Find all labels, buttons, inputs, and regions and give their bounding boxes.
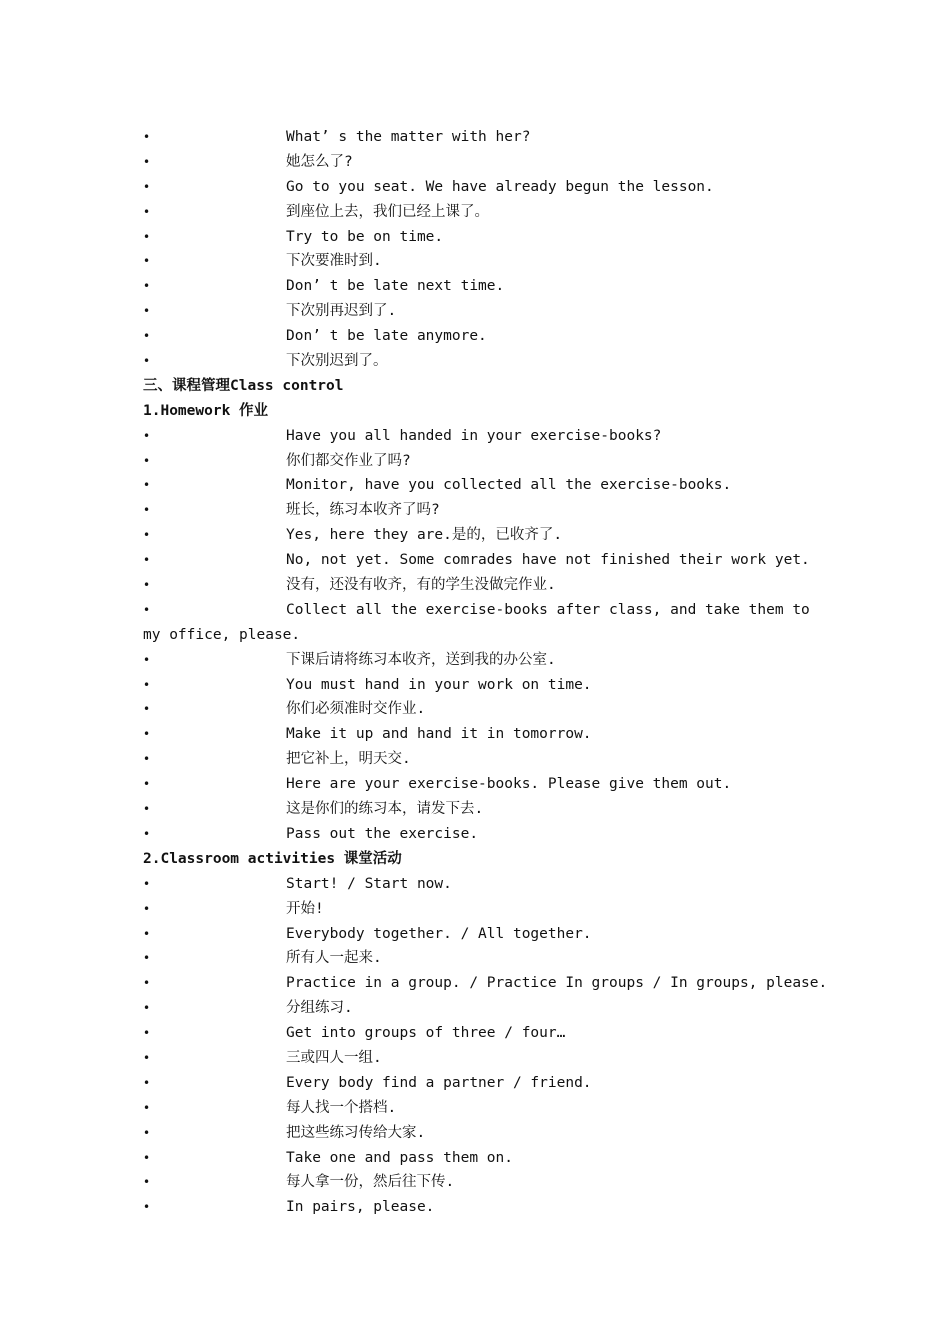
list-item bbox=[143, 225, 813, 250]
bullet-icon: • bbox=[143, 951, 151, 966]
list-item-text: Monitor, have you collected all the exercise-books. bbox=[286, 477, 732, 494]
list-item-text: 三或四人一组. bbox=[286, 1049, 382, 1066]
list-item bbox=[143, 150, 813, 175]
list-item-text: 到座位上去，我们已经上课了。 bbox=[286, 203, 489, 220]
list-item-text: 所有人一起来. bbox=[286, 950, 382, 967]
list-item bbox=[143, 722, 813, 747]
bullet-icon: • bbox=[143, 229, 151, 244]
bullet-icon: • bbox=[143, 1026, 151, 1041]
bullet-icon: • bbox=[143, 752, 151, 767]
bullet-icon: • bbox=[143, 553, 151, 568]
list-item bbox=[143, 797, 813, 822]
list-item-text: Collect all the exercise-books after class, and take them to bbox=[286, 601, 810, 618]
list-item bbox=[143, 249, 813, 274]
bullet-icon: • bbox=[143, 1050, 151, 1065]
bullet-icon: • bbox=[143, 602, 151, 617]
bullet-list-homework-continued bbox=[143, 648, 813, 847]
bullet-icon: • bbox=[143, 876, 151, 891]
list-item-text: 分组练习. bbox=[286, 1000, 353, 1017]
list-item bbox=[143, 1021, 813, 1046]
list-item-text: 每人找一个搭档. bbox=[286, 1099, 397, 1116]
list-item bbox=[143, 1195, 813, 1220]
list-item bbox=[143, 200, 813, 225]
bullet-icon: • bbox=[143, 1200, 151, 1215]
bullet-icon: • bbox=[143, 428, 151, 443]
bullet-icon: • bbox=[143, 503, 151, 518]
list-item-text: 你们都交作业了吗? bbox=[286, 452, 411, 469]
list-item-continuation: my office, please. bbox=[143, 626, 301, 643]
bullet-icon: • bbox=[143, 528, 151, 543]
bullet-icon: • bbox=[143, 578, 151, 593]
list-item bbox=[143, 872, 813, 897]
list-item bbox=[143, 598, 813, 623]
bullet-icon: • bbox=[143, 304, 151, 319]
list-item bbox=[143, 1121, 813, 1146]
list-item bbox=[143, 996, 813, 1021]
list-item-text: 班长，练习本收齐了吗? bbox=[286, 502, 440, 519]
list-item-text: Yes, here they are.是的，已收齐了. bbox=[286, 527, 563, 544]
list-item bbox=[143, 971, 828, 996]
list-item-text: Pass out the exercise. bbox=[286, 825, 479, 842]
list-item-text: 你们必须准时交作业. bbox=[286, 701, 426, 718]
list-item-text: 没有，还没有收齐，有的学生没做完作业. bbox=[286, 577, 556, 594]
list-item-text: 下次别再迟到了. bbox=[286, 303, 397, 320]
section-heading-class-control: 三、课程管理Class control bbox=[143, 377, 344, 394]
list-item-text: Practice in a group. / Practice In groups / In groups, please. bbox=[286, 975, 828, 992]
list-item bbox=[143, 349, 813, 374]
list-item bbox=[143, 274, 813, 299]
list-item bbox=[143, 946, 813, 971]
list-item-text: 下课后请将练习本收齐，送到我的办公室. bbox=[286, 651, 556, 668]
list-item bbox=[143, 822, 813, 847]
bullet-icon: • bbox=[143, 478, 151, 493]
bullet-icon: • bbox=[143, 926, 151, 941]
list-item bbox=[143, 473, 813, 498]
list-item bbox=[143, 548, 813, 573]
bullet-icon: • bbox=[143, 976, 151, 991]
bullet-icon: • bbox=[143, 802, 151, 817]
list-item bbox=[143, 1071, 813, 1096]
list-item bbox=[143, 498, 813, 523]
list-item-text: 把它补上，明天交. bbox=[286, 751, 411, 768]
list-item-text: Get into groups of three / four… bbox=[286, 1025, 566, 1042]
list-item bbox=[143, 573, 813, 598]
bullet-list-homework bbox=[143, 424, 813, 598]
bullet-icon: • bbox=[143, 1001, 151, 1016]
list-item bbox=[143, 648, 813, 673]
bullet-icon: • bbox=[143, 677, 151, 692]
list-item-text: 她怎么了? bbox=[286, 153, 353, 170]
list-item-text: Everybody together. / All together. bbox=[286, 925, 592, 942]
list-item-text: Every body find a partner / friend. bbox=[286, 1074, 592, 1091]
list-item bbox=[143, 324, 813, 349]
bullet-icon: • bbox=[143, 901, 151, 916]
bullet-icon: • bbox=[143, 1125, 151, 1140]
subheading-classroom-activities: 2.Classroom activities 课堂活动 bbox=[143, 850, 402, 867]
list-item bbox=[143, 1146, 813, 1171]
bullet-icon: • bbox=[143, 1075, 151, 1090]
list-item-text: 下次别迟到了。 bbox=[286, 353, 388, 370]
list-item bbox=[143, 449, 813, 474]
list-item-text: Don’ t be late next time. bbox=[286, 278, 505, 295]
bullet-icon: • bbox=[143, 1175, 151, 1190]
bullet-list-late-students bbox=[143, 125, 813, 374]
bullet-icon: • bbox=[143, 329, 151, 344]
bullet-icon: • bbox=[143, 130, 151, 144]
list-item bbox=[143, 1096, 813, 1121]
list-item-text: Try to be on time. bbox=[286, 228, 444, 245]
bullet-icon: • bbox=[143, 1150, 151, 1165]
list-item-text: Don’ t be late anymore. bbox=[286, 328, 487, 345]
document-body bbox=[143, 125, 828, 1220]
list-item-text: 把这些练习传给大家. bbox=[286, 1124, 426, 1141]
list-item-text: Make it up and hand it in tomorrow. bbox=[286, 726, 592, 743]
list-item bbox=[143, 673, 813, 698]
list-item bbox=[143, 175, 813, 200]
bullet-icon: • bbox=[143, 179, 151, 194]
bullet-icon: • bbox=[143, 652, 151, 667]
list-item-text: Go to you seat. We have already begun the lesson. bbox=[286, 178, 714, 195]
list-item bbox=[143, 897, 813, 922]
list-item-text: No, not yet. Some comrades have not finished their work yet. bbox=[286, 552, 810, 569]
list-item-text: You must hand in your work on time. bbox=[286, 676, 592, 693]
list-item bbox=[143, 299, 813, 324]
list-item bbox=[143, 523, 813, 548]
list-item-text: Take one and pass them on. bbox=[286, 1149, 513, 1166]
bullet-icon: • bbox=[143, 453, 151, 468]
bullet-icon: • bbox=[143, 727, 151, 742]
list-item-text: What’ s the matter with her? bbox=[286, 129, 531, 145]
bullet-icon: • bbox=[143, 279, 151, 294]
list-item bbox=[143, 697, 813, 722]
bullet-icon: • bbox=[143, 1100, 151, 1115]
list-item-text: Here are your exercise-books. Please give them out. bbox=[286, 776, 732, 793]
list-item bbox=[143, 125, 813, 150]
subheading-homework: 1.Homework 作业 bbox=[143, 402, 269, 419]
bullet-icon: • bbox=[143, 777, 151, 792]
bullet-icon: • bbox=[143, 826, 151, 841]
list-item bbox=[143, 772, 813, 797]
list-item-text: In pairs, please. bbox=[286, 1199, 435, 1216]
list-item-text: 下次要准时到. bbox=[286, 253, 382, 270]
bullet-icon: • bbox=[143, 254, 151, 269]
bullet-list-classroom-activities bbox=[143, 872, 828, 1220]
list-item-text: Have you all handed in your exercise-books? bbox=[286, 427, 662, 444]
bullet-icon: • bbox=[143, 154, 151, 169]
list-item bbox=[143, 747, 813, 772]
list-item-text: Start! / Start now. bbox=[286, 875, 452, 892]
list-item-text: 开始! bbox=[286, 900, 324, 917]
list-item bbox=[143, 1046, 813, 1071]
bullet-icon: • bbox=[143, 354, 151, 369]
list-item bbox=[143, 424, 813, 449]
list-item bbox=[143, 1170, 813, 1195]
list-item-text: 这是你们的练习本，请发下去. bbox=[286, 801, 484, 818]
bullet-icon: • bbox=[143, 702, 151, 717]
bullet-icon: • bbox=[143, 204, 151, 219]
list-item-text: 每人拿一份，然后往下传. bbox=[286, 1174, 455, 1191]
list-item bbox=[143, 922, 813, 947]
